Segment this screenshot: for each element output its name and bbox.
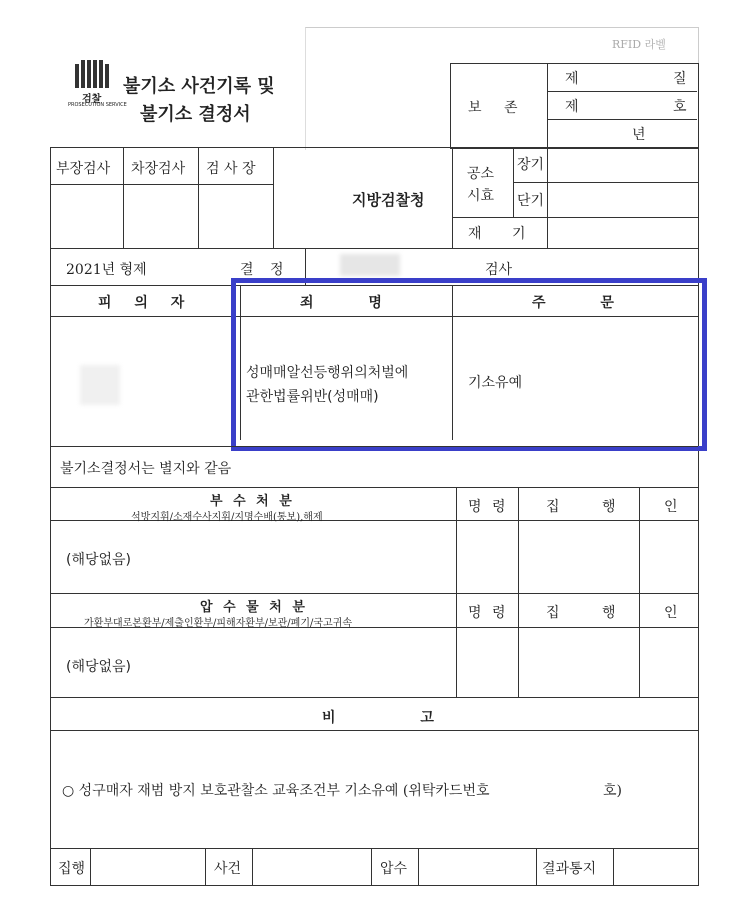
preservation-row2: 제 호 xyxy=(565,99,687,115)
decision-label: 결 정 xyxy=(240,262,284,278)
prosecution-logo-icon xyxy=(70,60,122,90)
charge-line1: 성매매알선등행위의처벌에 xyxy=(246,365,409,381)
limitation-long: 장기 xyxy=(517,157,545,173)
prosecution-logo xyxy=(68,60,127,112)
seizure-execute: 집 행 xyxy=(546,605,616,621)
ancillary-content: (해당없음) xyxy=(66,552,132,568)
ancillary-order: 명 령 xyxy=(468,499,506,515)
limitation-label-line2: 시효 xyxy=(467,188,495,204)
footer-result-notice: 결과통지 xyxy=(542,861,597,877)
seizure-person: 인 xyxy=(664,605,678,621)
case-number: 2021년 형제 xyxy=(66,262,147,278)
footer-execution: 집행 xyxy=(58,861,86,877)
charge-line2: 관한법률위반(성매매) xyxy=(246,389,379,405)
preservation-row3: 년 xyxy=(632,127,646,143)
seizure-content: (해당없음) xyxy=(66,659,132,675)
seizure-subtitle: 가환부대로본환부/제출인환부/피해자환부/보관/폐기/국고귀속 xyxy=(84,618,353,629)
approval-deputy-prosecutor: 차장검사 xyxy=(131,161,186,177)
ancillary-title: 부 수 처 분 xyxy=(210,494,292,509)
charge-order-highlight xyxy=(231,278,707,451)
limitation-label-line1: 공소 xyxy=(467,166,495,182)
logo-subtitle: PROSECUTION SERVICE xyxy=(68,102,127,108)
ancillary-subtitle: 석방지휘/소재수사지휘/지명수배(통보),해제 xyxy=(131,512,323,523)
ancillary-person: 인 xyxy=(664,499,678,515)
approval-chief-prosecutor: 부장검사 xyxy=(56,161,111,177)
footer-seizure: 압수 xyxy=(380,861,408,877)
redacted-decision-date xyxy=(340,254,400,276)
remarks-title: 비 고 xyxy=(322,710,434,726)
preservation-label: 보 존 xyxy=(468,100,518,116)
page-title-line2: 불기소 결정서 xyxy=(140,104,251,125)
limitation-short: 단기 xyxy=(517,193,545,209)
logo-text: 검찰 xyxy=(82,94,102,105)
charge-header: 죄 명 xyxy=(300,295,382,311)
rfid-label: RFID 라벨 xyxy=(612,38,666,51)
order-header: 주 문 xyxy=(532,295,614,311)
seizure-title: 압 수 물 처 분 xyxy=(200,600,305,615)
order-value: 기소유예 xyxy=(468,375,523,391)
page-title-line1: 불기소 사건기록 및 xyxy=(123,76,275,97)
limitation-reinstate: 재 기 xyxy=(468,226,526,242)
remarks-content: ○ 성구매자 재범 방지 보호관찰소 교육조건부 기소유예 (위탁카드번호 xyxy=(62,783,490,799)
approval-chief-prosecutor-general: 검 사 장 xyxy=(206,161,256,177)
preservation-row1: 제 질 xyxy=(565,71,687,87)
seizure-order: 명 령 xyxy=(468,605,506,621)
redacted-suspect-name xyxy=(80,365,120,405)
suspect-header: 피 의 자 xyxy=(98,295,185,311)
ancillary-execute: 집 행 xyxy=(546,499,616,515)
prosecutor-label: 검사 xyxy=(485,262,513,278)
remarks-suffix: 호) xyxy=(603,783,622,799)
footer-case: 사건 xyxy=(214,861,242,877)
office-name: 지방검찰청 xyxy=(352,191,425,209)
decision-note: 불기소결정서는 별지와 같음 xyxy=(60,461,232,477)
